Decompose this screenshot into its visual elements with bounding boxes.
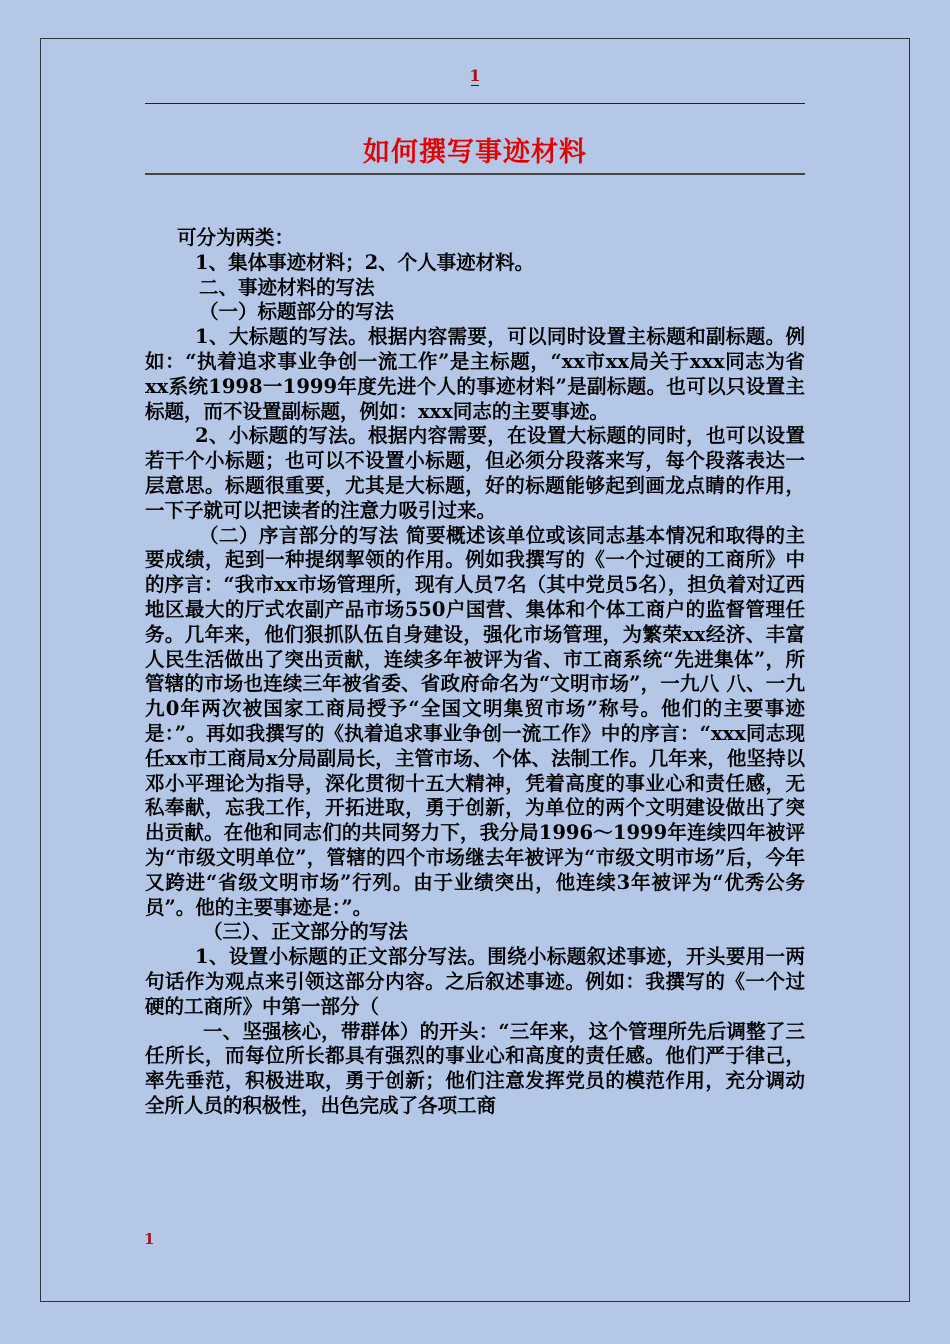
paragraph: 1、大标题的写法。根据内容需要，可以同时设置主标题和副标题。例如：“执着追求事业争创一流工作”是主标题，“xx市xx局关于xxx同志为省xx系统1998一1999年度先进个人的事迹材料”是副标题。也可以只设置主标题，而不设置副标题，例如：xxx同志的主要事迹。: [145, 325, 805, 423]
header-number-underline: [471, 85, 479, 86]
section-heading: （一）标题部分的写法: [199, 300, 395, 324]
section-heading: （三）、正文部分的写法: [203, 920, 408, 944]
document-body: [145, 226, 805, 1119]
paragraph: （二）序言部分的写法 简要概述该单位或该同志基本情况和取得的主要成绩，起到一种提纲挈领的作用。例如我撰写的《一个过硬的工商所》中的序言：“我市xx市场管理所，现有人员7名（其中党员5名），担负着对辽西地区最大的厅式农副产品市场550户国营、集体和个体工商户的监督管理任务。几年来，他们狠抓队伍自身建设，强化市场管理，为繁荣xx经济、丰富人民生活做出了突出贡献，连续多年被评为省、市工商系统“先进集体”，所管辖的市场也连续三年被省委、省政府命名为“文明市场”，一九八 八、一九九0年两次被国家工商局授予“全国文明集贸市场”称号。他们的主要事迹是：”。再如我撰写的《执着追求事业争创一流工作》中的序言：“xxx同志现任xx市工商局x分局副局长，主管市场、个体、法制工作。几年来，他坚持以邓小平理论为指导，深化贯彻十五大精神，凭着高度的事业心和责任感，无私奉献，忘我工作，开拓进取，勇于创新，为单位的两个文明建设做出了突出贡献。在他和同志们的共同努力下，我分局1996～1999年连续四年被评为“市级文明单位”，管辖的四个市场继去年被评为“市级文明市场”后，今年又跨进“省级文明市场”行列。由于业绩突出，他连续3年被评为“优秀公务员”。他的主要事迹是：”。: [145, 523, 805, 919]
paragraph: 1、设置小标题的正文部分写法。围绕小标题叙述事迹，开头要用一两句话作为观点来引领这部分内容。之后叙述事迹。例如：我撰写的《一个过硬的工商所》中第一部分（: [145, 945, 805, 1018]
title-rule: [145, 173, 805, 175]
paragraph: 可分为两类：: [177, 226, 295, 249]
paragraph: 1、集体事迹材料；2、个人事迹材料。: [195, 250, 535, 274]
section-heading: 二、事迹材料的写法: [199, 275, 375, 299]
document-title: 如何撰写事迹材料: [363, 137, 587, 168]
header-page-number: 1: [469, 66, 481, 85]
footer-page-number: 1: [144, 1230, 155, 1248]
paragraph: 一、坚强核心，带群体）的开头：“三年来，这个管理所先后调整了三任所长，而每位所长都具有强烈的事业心和高度的责任感。他们严于律己，率先垂范，积极进取，勇于创新；他们注意发挥党员的模范作用，充分调动全所人员的积极性，出色完成了各项工商: [145, 1019, 805, 1117]
paragraph: 2、小标题的写法。根据内容需要，在设置大标题的同时，也可以设置若干个小标题；也可以不设置小标题，但必须分段落来写，每个段落表达一层意思。标题很重要，尤其是大标题，好的标题能够起到画龙点睛的作用，一下子就可以把读者的注意力吸引过来。: [145, 424, 805, 522]
header-rule: [145, 103, 805, 104]
